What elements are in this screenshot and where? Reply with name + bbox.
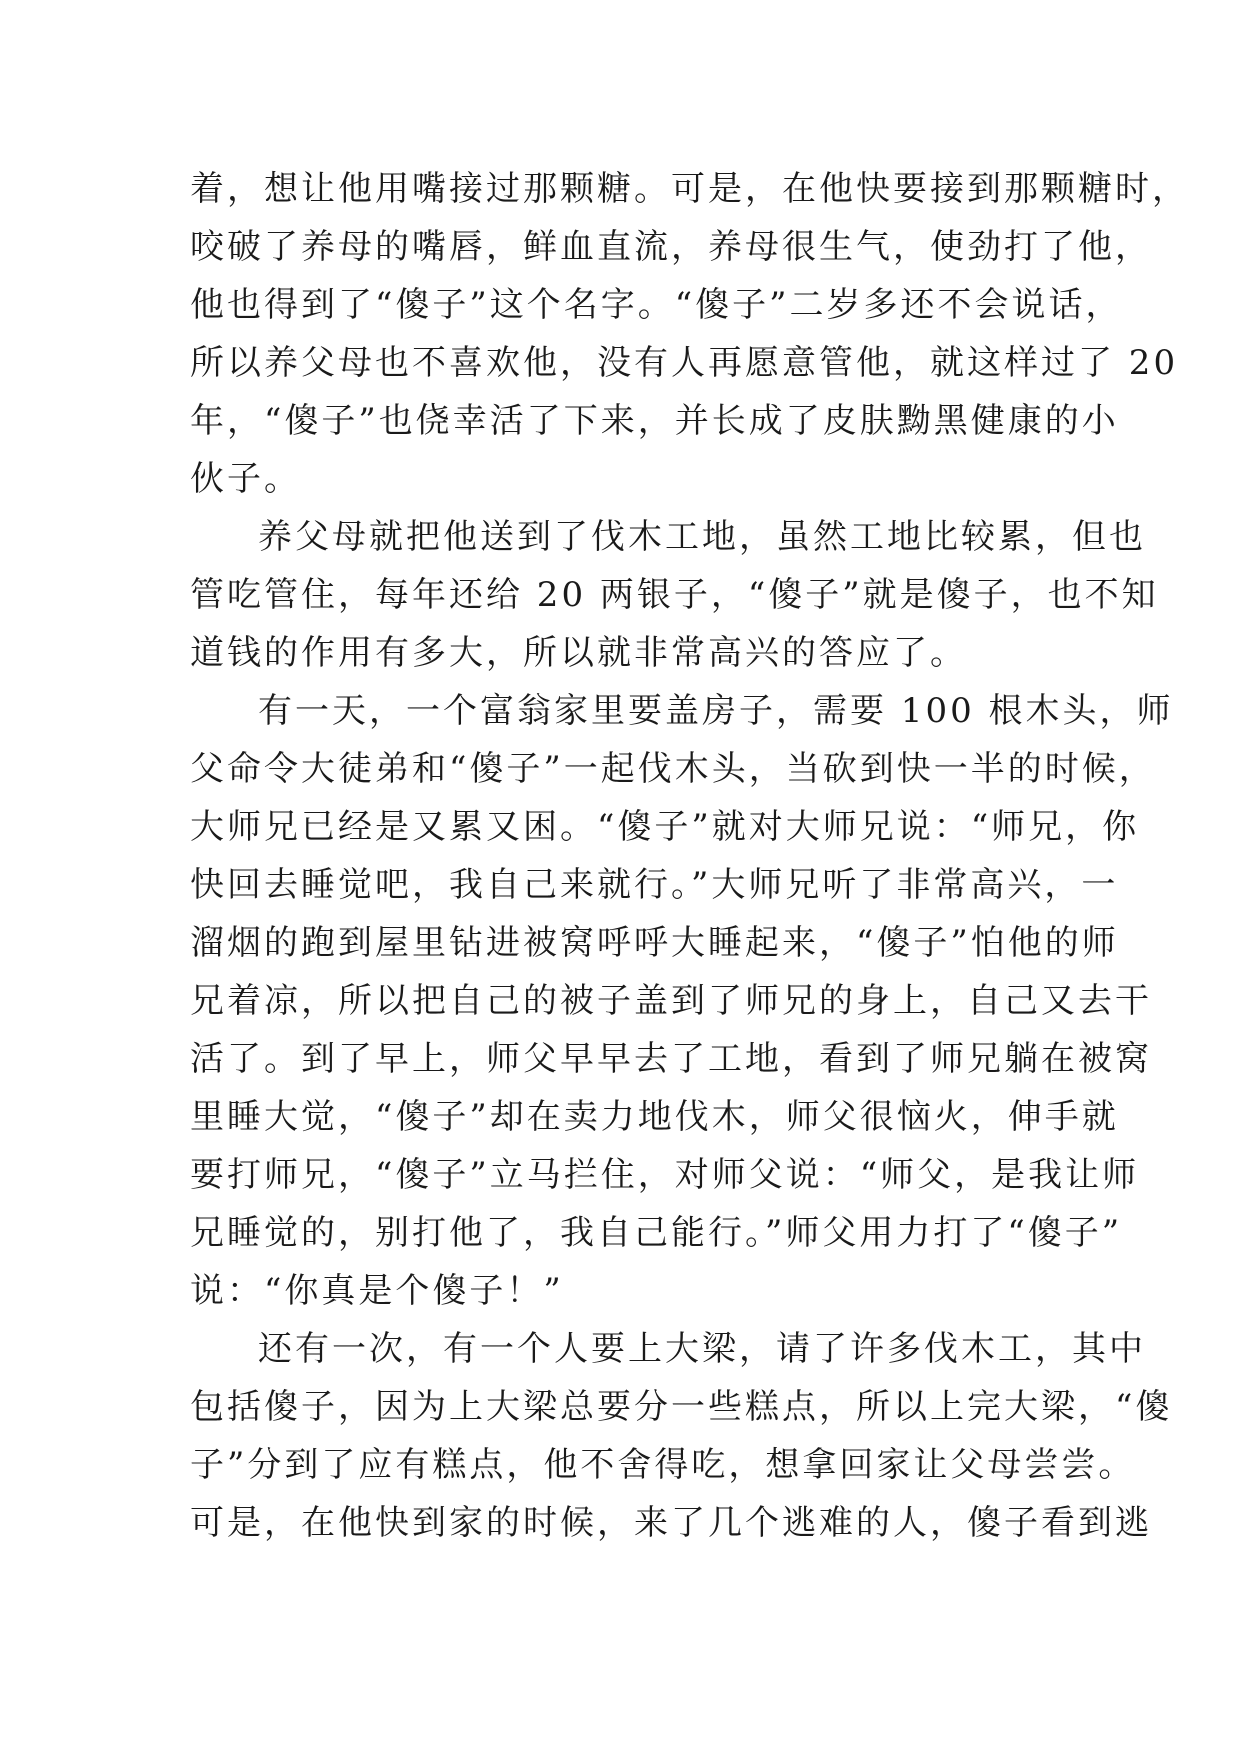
text-line: 快回去睡觉吧，我自己来就行。”大师兄听了非常高兴，一 <box>190 865 1119 905</box>
paragraph-first-line: 还有一次，有一个人要上大梁，请了许多伐木工，其中 <box>258 1329 1146 1369</box>
text-line: 溜烟的跑到屋里钻进被窝呼呼大睡起来，“傻子”怕他的师 <box>190 923 1119 963</box>
text-line: 要打师兄，“傻子”立马拦住，对师父说：“师父，是我让师 <box>190 1155 1140 1195</box>
text-line: 伙子。 <box>190 459 301 499</box>
text-line: 说：“你真是个傻子！” <box>190 1271 564 1311</box>
text-line: 子”分到了应有糕点，他不舍得吃，想拿回家让父母尝尝。 <box>190 1445 1136 1485</box>
text-line: 里睡大觉，“傻子”却在卖力地伐木，师父很恼火，伸手就 <box>190 1097 1119 1137</box>
text-line: 活了。到了早上，师父早早去了工地，看到了师兄躺在被窝 <box>190 1039 1152 1079</box>
text-line: 年，“傻子”也侥幸活了下来，并长成了皮肤黝黑健康的小 <box>190 401 1119 441</box>
body-text <box>190 160 1189 1552</box>
text-line: 兄着凉，所以把自己的被子盖到了师兄的身上，自己又去干 <box>190 981 1152 1021</box>
text-line: 着，想让他用嘴接过那颗糖。可是，在他快要接到那颗糖时， <box>190 169 1189 209</box>
text-line: 兄睡觉的，别打他了，我自己能行。”师父用力打了“傻子” <box>190 1213 1123 1253</box>
paragraph-first-line: 养父母就把他送到了伐木工地，虽然工地比较累，但也 <box>258 517 1146 557</box>
text-line: 咬破了养母的嘴唇，鲜血直流，养母很生气，使劲打了他， <box>190 227 1152 267</box>
text-line: 管吃管住，每年还给 20 两银子，“傻子”就是傻子，也不知 <box>190 575 1159 615</box>
text-line: 包括傻子，因为上大梁总要分一些糕点，所以上完大梁，“傻 <box>190 1387 1173 1427</box>
text-line: 他也得到了“傻子”这个名字。“傻子”二岁多还不会说话， <box>190 285 1123 325</box>
text-line: 可是，在他快到家的时候，来了几个逃难的人，傻子看到逃 <box>190 1503 1152 1543</box>
text-line: 道钱的作用有多大，所以就非常高兴的答应了。 <box>190 633 967 673</box>
text-line: 所以养父母也不喜欢他，没有人再愿意管他，就这样过了 20 <box>190 343 1179 383</box>
text-line: 大师兄已经是又累又困。“傻子”就对大师兄说：“师兄，你 <box>190 807 1140 847</box>
text-line: 父命令大徒弟和“傻子”一起伐木头，当砍到快一半的时候， <box>190 749 1156 789</box>
paragraph-first-line: 有一天，一个富翁家里要盖房子，需要 100 根木头，师 <box>258 691 1174 731</box>
